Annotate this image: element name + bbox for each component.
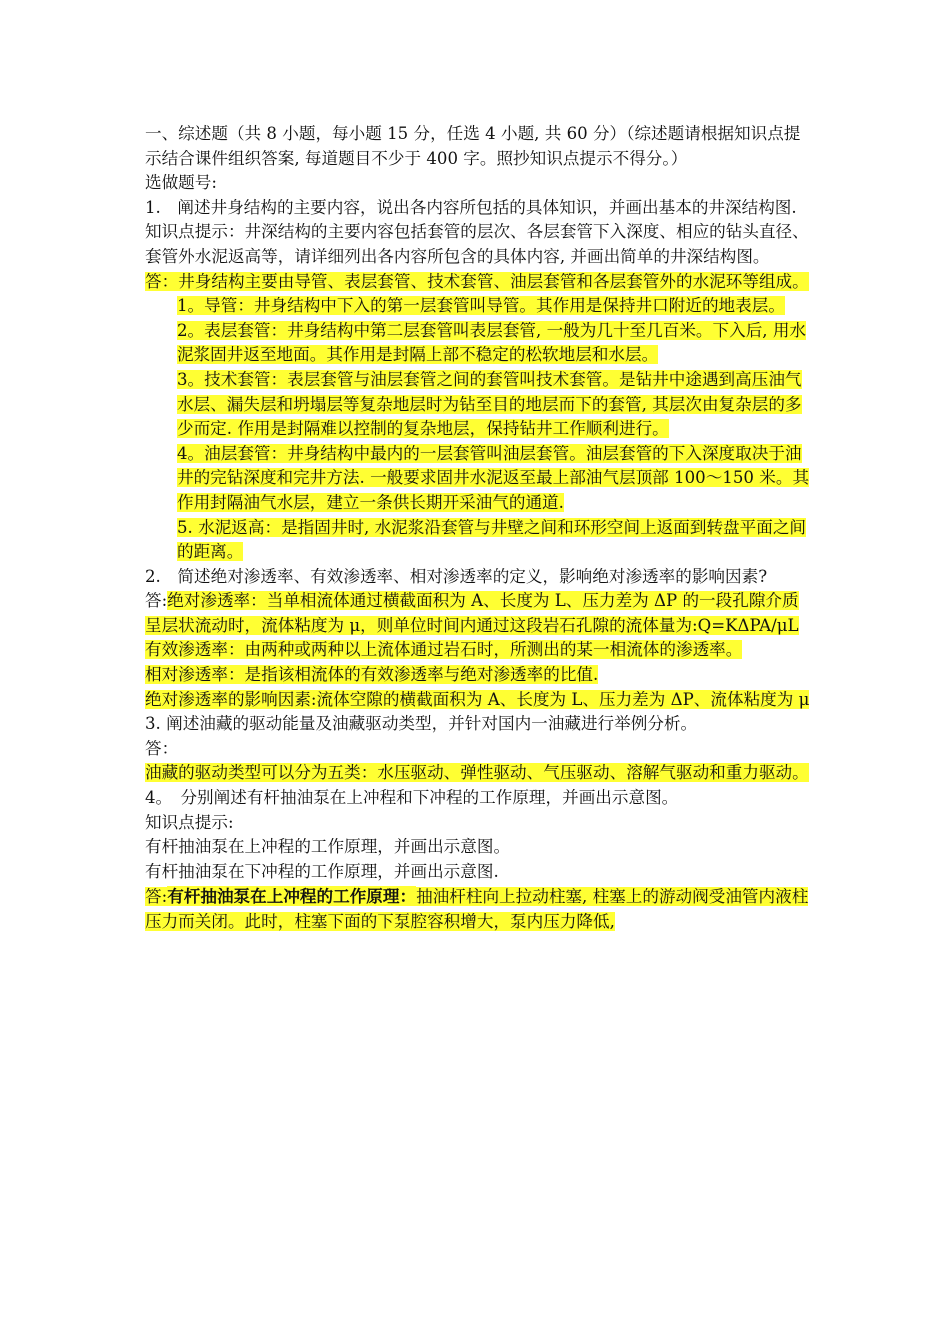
question-4-hint-upstroke: 有杆抽油泵在上冲程的工作原理，并画出示意图。	[145, 837, 511, 857]
answer-item-surface-casing: 2。表层套管：井身结构中第二层套管叫表层套管, 一般为几十至几百米。下入后, 用水泥浆固井返至地面。其作用是封隔上部不稳定的松软地层和水层。	[177, 320, 807, 365]
answer-relative-permeability: 相对渗透率：是指该相流体的有效渗透率与绝对渗透率的比值.	[145, 665, 599, 685]
intro-paragraph: 一、综述题（共 8 小题，每小题 15 分，任选 4 小题, 共 60 分）（综述题请根据知识点提示结合课件组织答案, 每道题目不少于 400 字。照抄知识点提示不得分。）	[145, 124, 801, 168]
question-4-answer-text: 抽油杆柱向上拉动柱塞, 柱塞上的游动阀受油管内液柱压力而关闭。此时，柱塞下面的下泵腔容积增大，泵内压力降低,	[145, 887, 809, 931]
answer-effective-permeability: 有效渗透率：由两种或两种以上流体通过岩石时，所测出的某一相流体的渗透率。	[145, 640, 743, 660]
question-4-hint-label: 知识点提示:	[145, 812, 234, 832]
question-2-answer-prefix: 答:	[145, 591, 168, 611]
answer-permeability-factors: 绝对渗透率的影响因素:流体空隙的横截面积为 A、长度为 L、压力差为 ΔP、流体粘度为 μ	[145, 689, 810, 709]
question-4: 4。 分别阐述有杆抽油泵在上冲程和下冲程的工作原理，并画出示意图。	[145, 788, 679, 808]
answer-item-cement-return: 5. 水泥返高：是指固井时, 水泥浆沿套管与井壁之间和环形空间上返面到转盘平面之间的距离。	[177, 517, 807, 562]
question-3-answer-label: 答：	[145, 738, 179, 758]
select-label: 选做题号:	[145, 173, 217, 193]
answer-absolute-permeability: 绝对渗透率：当单相流体通过横截面积为 A、长度为 L、压力差为 ΔP 的一段孔隙介质呈层状流动时，流体粘度为 μ，则单位时间内通过这段岩石孔隙的流体量为:Q=KΔPA/μL	[145, 591, 799, 635]
question-4-answer-prefix: 答:	[145, 887, 168, 907]
question-1-hint: 知识点提示：井深结构的主要内容包括套管的层次、各层套管下入深度、相应的钻头直径、套管外水泥返高等，请详细列出各内容所包含的具体内容, 并画出简单的井深结构图。	[145, 222, 809, 266]
question-4-hint-downstroke: 有杆抽油泵在下冲程的工作原理，并画出示意图.	[145, 861, 499, 881]
question-3-answer: 油藏的驱动类型可以分为五类：水压驱动、弹性驱动、气压驱动、溶解气驱动和重力驱动。	[145, 763, 809, 783]
question-2: 2. 简述绝对渗透率、有效渗透率、相对渗透率的定义，影响绝对渗透率的影响因素?	[145, 566, 768, 586]
answer-item-technical-casing: 3。技术套管：表层套管与油层套管之间的套管叫技术套管。是钻井中途遇到高压油气水层、漏失层和坍塌层等复杂地层时为钻至目的地层而下的套管, 其层次由复杂层的多少而定. 作用是封隔难以控制的复杂地层，保持钻井工作顺利进行。	[177, 369, 802, 439]
question-1: 1. 阐述井身结构的主要内容，说出各内容所包括的具体知识，并画出基本的井深结构图.	[145, 197, 797, 217]
question-4-answer-heading: 有杆抽油泵在上冲程的工作原理：	[167, 886, 417, 907]
answer-item-conductor: 1。导管：井身结构中下入的第一层套管叫导管。其作用是保持井口附近的地表层。	[177, 296, 785, 316]
document-page	[145, 122, 813, 935]
question-1-answer-intro: 答：井身结构主要由导管、表层套管、技术套管、油层套管和各层套管外的水泥环等组成。	[145, 271, 809, 291]
question-3: 3. 阐述油藏的驱动能量及油藏驱动类型，并针对国内一油藏进行举例分析。	[145, 714, 698, 734]
answer-item-production-casing: 4。油层套管：井身结构中最内的一层套管叫油层套管。油层套管的下入深度取决于油井的完钻深度和完井方法. 一般要求固井水泥返至最上部油气层顶部 100～150 米。其作用封隔油气水层，建立一条供长期开采油气的通道.	[177, 443, 810, 512]
